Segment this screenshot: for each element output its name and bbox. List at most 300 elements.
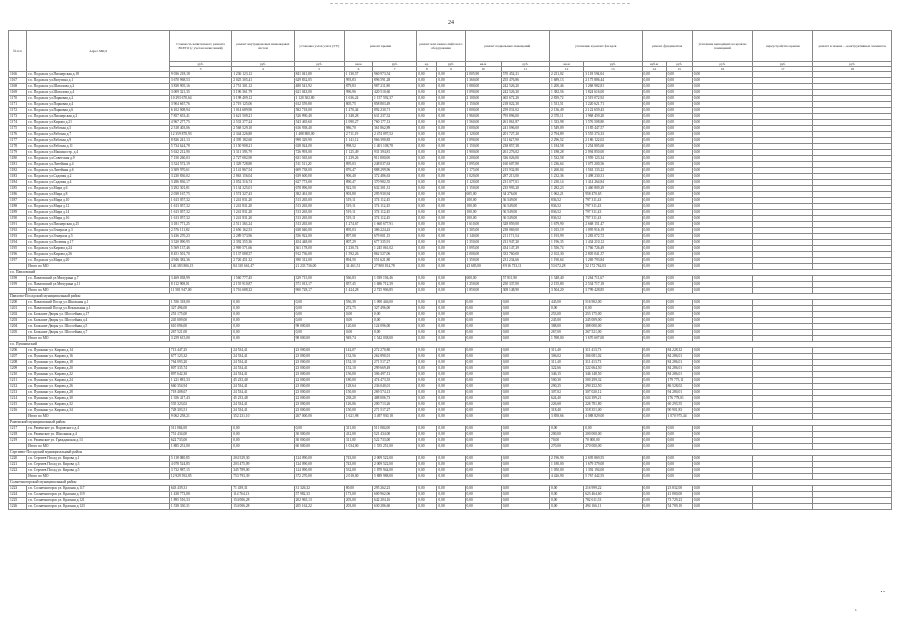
value-cell: 1 245 061,02 (373, 246, 417, 252)
value-cell: 1 260,04 (550, 168, 584, 174)
value-cell: 0,00 (666, 444, 692, 450)
value-cell: 311 413,73 (584, 360, 642, 366)
value-cell: 1 556,74 (550, 246, 584, 252)
value-cell: 70,00 (550, 438, 584, 444)
address-cell: г.п. Солнечногорск ул. Красная д.119 (27, 492, 170, 498)
value-cell: 1 241 831,20 (232, 204, 294, 210)
value-cell: 743,00 (344, 462, 372, 468)
value-cell: 0,00 (642, 72, 666, 78)
value-cell: 0,00 (501, 492, 549, 498)
value-cell: 203,00 (344, 504, 372, 510)
value-cell: 0,00 (642, 372, 666, 378)
value-cell: 0,00 (294, 306, 344, 312)
value-cell: 0,00 (692, 246, 752, 252)
value-cell: 624 399,21 (584, 396, 642, 402)
value-cell: 53 672,28 (550, 264, 584, 270)
value-cell: 642 204,16 (373, 498, 417, 504)
header-row (9, 31, 892, 62)
value-cell: 0,00 (692, 438, 752, 444)
row-index-cell: 1214 (9, 396, 27, 402)
value-cell: 513 265,00 (294, 210, 344, 216)
value-cell: 630 286,60 (373, 504, 417, 510)
value-cell: 0,00 (232, 300, 294, 306)
value-cell: 269 574,13 (373, 390, 417, 396)
value-cell: 345 789,00 (232, 468, 294, 474)
value-cell: 627 773,00 (294, 180, 344, 186)
value-cell: 639 600,00 (294, 174, 344, 180)
value-cell: 931 394,81 (373, 150, 417, 156)
address-cell: г.п. Пушкино ул. Кирова д.22 (27, 372, 170, 378)
value-cell: 0,00 (417, 174, 437, 180)
value-cell: 1 356 417,43 (169, 396, 231, 402)
value-cell: 45 233,48 (232, 396, 294, 402)
value-cell: 318,40 (550, 408, 584, 414)
value-cell: 0,00 (417, 90, 437, 96)
value-cell: 1 560 777,45 (232, 276, 294, 282)
value-cell: 226,68 (550, 402, 584, 408)
value-cell: 306,02 (550, 354, 584, 360)
value-cell: 3 555 374,33 (584, 132, 642, 138)
header-facade: утепление и ремонт фасадов (550, 31, 643, 62)
header-total-cost: Стоимость капитального ремонта ВСЕГО (с учетом начислений) (169, 31, 231, 62)
value-cell: 0,00 (501, 498, 549, 504)
value-cell: 0,00 (666, 288, 692, 294)
value-cell: 1 766 726,49 (584, 246, 642, 252)
value-cell: 0,00 (666, 264, 692, 270)
section-title: Сергиево-Посадский муниципальный район (9, 450, 892, 456)
value-cell: 897 642,30 (169, 372, 231, 378)
value-cell: 0,00 (417, 330, 437, 336)
value-cell: 0,00 (642, 330, 666, 336)
value-cell: 511 084,00 (169, 426, 231, 432)
value-cell: 203,00 (344, 498, 372, 504)
value-cell: 1 150,00 (465, 186, 501, 192)
value-cell: 2 136,49 (550, 108, 584, 114)
value-cell: 0,00 (642, 216, 666, 222)
value-cell: 0,00 (584, 306, 642, 312)
value-cell: 622 733,00 (169, 438, 231, 444)
value-cell: 0,00 (417, 504, 437, 510)
address-cell: г.п. Раменское ул. Гражданская д.13 (27, 438, 170, 444)
value-cell: 797 311,43 (584, 210, 642, 216)
value-cell: 0,00 (692, 228, 752, 234)
value-cell: 511 511,20 (294, 162, 344, 168)
value-cell: 0,00 (666, 72, 692, 78)
value-cell: 0,00 (465, 492, 501, 498)
row-index-cell: 1168 (9, 84, 27, 90)
value-cell: 1 563 133,22 (584, 168, 642, 174)
value-cell: 0,00 (437, 276, 465, 282)
value-cell: 3 497 930,18 (373, 414, 417, 420)
value-cell: 0,00 (642, 408, 666, 414)
value-cell: 0,00 (550, 504, 584, 510)
value-cell: 0,00 (417, 180, 437, 186)
value-cell: 0,00 (232, 324, 294, 330)
value-cell: 0,00 (692, 444, 752, 450)
value-cell: 0,00 (417, 246, 437, 252)
value-cell: 2 719 125,06 (232, 102, 294, 108)
value-cell: 0,00 (232, 312, 294, 318)
value-cell: 0,00 (465, 360, 501, 366)
value-cell: 267 521,00 (584, 330, 642, 336)
row-index-cell: 1169 (9, 90, 27, 96)
value-cell: 0,00 (417, 360, 437, 366)
row-index-cell: 1198 (9, 276, 27, 282)
value-cell: 998 329,90 (294, 138, 344, 144)
value-cell: 454 448,00 (294, 240, 344, 246)
value-cell: 1 333,98 (550, 120, 584, 126)
value-cell: 0,00 (373, 330, 417, 336)
value-cell: 1 598,00 (550, 336, 584, 342)
value-cell: 3 309 970,61 (169, 168, 231, 174)
value-cell: 434 147,29 (501, 246, 549, 252)
value-cell: 0,00 (642, 474, 666, 480)
value-cell: 519,11 (344, 204, 372, 210)
data-table (8, 30, 892, 510)
value-cell: 0,00 (666, 456, 692, 462)
row-index-cell: 1218 (9, 432, 27, 438)
row-index-cell: 1175 (9, 126, 27, 132)
value-cell: 0,00 (417, 210, 437, 216)
value-cell: 632 301,31 (373, 186, 417, 192)
value-cell: 3 838 905,16 (169, 84, 231, 90)
value-cell: 0,00 (437, 336, 465, 342)
value-cell: 660 354,94 (169, 384, 231, 390)
value-cell: 152,10 (344, 360, 372, 366)
value-cell: 0,00 (666, 312, 692, 318)
row-index-cell: 1192 (9, 228, 27, 234)
address-cell: г.о. Подольск ул.Кирова д.26 (27, 252, 170, 258)
value-cell: 382 461,00 (294, 192, 344, 198)
value-cell: 0,00 (692, 72, 752, 78)
value-cell: 0,00 (642, 324, 666, 330)
value-cell: 0,00 (465, 396, 501, 402)
value-cell: 0,00 (666, 462, 692, 468)
value-cell: 0,00 (344, 330, 372, 336)
address-cell: г.п. Большие Дворы ул. Шоссейная д.7 (27, 330, 170, 336)
value-cell: 0,00 (642, 396, 666, 402)
value-cell: 200 713,26 (373, 402, 417, 408)
value-cell: 888 299,96 (373, 168, 417, 174)
value-cell: 841 041,80 (294, 72, 344, 78)
value-cell: 551 621,80 (373, 258, 417, 264)
value-cell: 1 185 447,57 (584, 126, 642, 132)
value-cell: 0,00 (642, 312, 666, 318)
value-cell: 261 276,02 (501, 150, 549, 156)
value-cell: 0,00 (692, 156, 752, 162)
value-cell: 0,00 (501, 390, 549, 396)
value-cell: 713 447,25 (169, 348, 231, 354)
value-cell: 1 090 446,00 (373, 300, 417, 306)
value-cell: 84 286,01 (666, 354, 692, 360)
value-cell: 60 293,55 (666, 402, 692, 408)
value-cell: 2 805 041,37 (584, 252, 642, 258)
repair-program-table (8, 30, 892, 510)
value-cell: 0,00 (692, 84, 752, 90)
value-cell: 0,00 (692, 222, 752, 228)
value-cell: 600 962,06 (373, 492, 417, 498)
value-cell: 0,00 (642, 504, 666, 510)
value-cell: 327 496,00 (169, 306, 231, 312)
value-cell: 0,00 (692, 150, 752, 156)
value-cell: 0,00 (417, 288, 437, 294)
value-cell: 361 862,89 (373, 126, 417, 132)
value-cell: 0,00 (437, 234, 465, 240)
value-cell: 6 102 008,94 (169, 108, 231, 114)
value-cell: 1 241 831,20 (232, 210, 294, 216)
value-cell: 23 000,00 (294, 384, 344, 390)
value-cell: 0,00 (666, 306, 692, 312)
value-cell: 2 102,30 (550, 252, 584, 258)
value-cell: 0,00 (642, 426, 666, 432)
value-cell: 311,40 (550, 360, 584, 366)
value-cell: 0,00 (437, 360, 465, 366)
value-cell: 0,00 (501, 384, 549, 390)
value-cell: 1 180,00 (550, 462, 584, 468)
value-cell: 0,00 (666, 474, 692, 480)
value-cell: 0,00 (294, 300, 344, 306)
row-index-cell: 1226 (9, 504, 27, 510)
value-cell: 267 000,00 (294, 414, 344, 420)
value-cell: 0,00 (692, 492, 752, 498)
value-cell: 0,00 (501, 462, 549, 468)
address-cell: г.п. Большие Дворы ул. Шоссейная д.5 (27, 324, 170, 330)
value-cell: 3 732 987,15 (169, 468, 231, 474)
address-cell: г.п. Пушкино ул. Кирова д.34 (27, 408, 170, 414)
value-cell: 3 009 321,35 (169, 90, 231, 96)
value-cell: 0,00 (642, 126, 666, 132)
unit-cell: руб. (373, 62, 417, 67)
value-cell: 3 181 771,25 (169, 222, 231, 228)
column-number-cell: 17 (753, 67, 813, 72)
value-cell: 623 464,60 (584, 492, 642, 498)
value-cell: 805,75 (344, 102, 372, 108)
value-cell: 2 094 850,00 (584, 150, 642, 156)
value-cell: 0,00 (417, 126, 437, 132)
value-cell: 0,00 (417, 426, 437, 432)
address-cell: г.п. Сергиев Посад ул. Кирова д.5 (27, 468, 170, 474)
value-cell: 0,00 (642, 132, 666, 138)
value-cell: 154 006,28 (232, 504, 294, 510)
value-cell: 5 632 212,90 (169, 150, 231, 156)
value-cell: 0,00 (465, 312, 501, 318)
value-cell: 0,00 (642, 162, 666, 168)
row-index-cell: 1185 (9, 186, 27, 192)
value-cell: 0,00 (642, 360, 666, 366)
value-cell: 0,00 (465, 408, 501, 414)
value-cell: 5 767 442,55 (584, 474, 642, 480)
value-cell: 807 335,74 (169, 366, 231, 372)
row-index-cell: 1223 (9, 486, 27, 492)
value-cell: 677 123,32 (169, 354, 231, 360)
value-cell: 242 526,20 (501, 84, 549, 90)
row-index-cell: 1186 (9, 192, 27, 198)
address-cell: Итого по МО (27, 264, 170, 270)
row-index-cell: 1173 (9, 114, 27, 120)
value-cell: 1 424,28 (344, 288, 372, 294)
value-cell: 1 157 592,37 (373, 96, 417, 102)
value-cell: 0,00 (417, 324, 437, 330)
value-cell: 0,00 (501, 324, 549, 330)
value-cell: 1 039 194,46 (373, 276, 417, 282)
value-cell: 2 695 869,55 (584, 456, 642, 462)
value-cell: 0,00 (642, 402, 666, 408)
value-cell: 1 885 251,00 (169, 444, 231, 450)
value-cell: 124 090,00 (294, 468, 344, 474)
value-cell: 261 861,87 (501, 120, 549, 126)
value-cell: 253,00 (550, 312, 584, 318)
value-cell: 0,00 (465, 300, 501, 306)
row-index-cell: 1204 (9, 324, 27, 330)
value-cell: 23 832,00 (666, 486, 692, 492)
value-cell: 60 000,00 (294, 444, 344, 450)
value-cell: 262 890,01 (373, 354, 417, 360)
scan-top-edge (330, 0, 630, 4)
column-number-cell: 7 (373, 67, 417, 72)
value-cell: 0,00 (232, 330, 294, 336)
value-cell: 570 452,21 (501, 72, 549, 78)
value-cell: 84 228,32 (666, 348, 692, 354)
value-cell: 0,00 (417, 258, 437, 264)
value-cell: 0,00 (692, 366, 752, 372)
value-cell: 4 426,90 (550, 474, 584, 480)
value-cell: 0,00 (642, 432, 666, 438)
value-cell: 500 299,32 (584, 378, 642, 384)
value-cell: 318 351,00 (584, 408, 642, 414)
value-cell: 0,00 (437, 456, 465, 462)
value-cell: 0,00 (642, 90, 666, 96)
table-body (9, 72, 892, 510)
value-cell: 0,00 (437, 288, 465, 294)
value-cell: 290,25 (550, 384, 584, 390)
value-cell: 329 715,00 (294, 276, 344, 282)
address-cell: г.о. Павловский ул.Мичурина д.7 (27, 276, 170, 282)
value-cell: 0,00 (666, 438, 692, 444)
value-cell: 41 800,00 (666, 492, 692, 498)
value-cell: 0,00 (692, 498, 752, 504)
value-cell: 24 534,41 (232, 348, 294, 354)
value-cell: 0,00 (692, 258, 752, 264)
value-cell: 0,00 (666, 102, 692, 108)
address-cell: г.о. Подольск ул.Литейная д.4 (27, 162, 170, 168)
value-cell: 70 000,00 (584, 438, 642, 444)
unit-cell: руб. (294, 62, 344, 67)
value-cell: 100,00 (465, 204, 501, 210)
unit-cell: ед. (417, 62, 437, 67)
address-cell: г.п. Большие Дворы ул. Шоссейная д.4 (27, 318, 170, 324)
value-cell: 0,00 (232, 306, 294, 312)
value-cell: 521 434,00 (373, 432, 417, 438)
value-cell: 1 348,40 (550, 276, 584, 282)
value-cell: 0,00 (417, 456, 437, 462)
value-cell: 0,00 (437, 306, 465, 312)
value-cell: 0,00 (666, 204, 692, 210)
value-cell: 299 669,49 (373, 366, 417, 372)
value-cell: 12 929 592,85 (169, 474, 231, 480)
value-cell: 0,00 (692, 210, 752, 216)
value-cell: 4 946 382,36 (169, 258, 231, 264)
value-cell: 1 090,27 (344, 120, 372, 126)
value-cell: 0,00 (437, 144, 465, 150)
value-cell: 271 517,27 (373, 360, 417, 366)
value-cell: 1 414 264,84 (584, 180, 642, 186)
section-title: г.о. Павловский (9, 270, 892, 276)
header-index: № п/п (9, 31, 27, 72)
value-cell: 0,00 (465, 504, 501, 510)
value-cell: 1 538 330,31 (169, 504, 231, 510)
value-cell: 903,80 (344, 192, 372, 198)
value-cell: 0,00 (294, 330, 344, 336)
row-index-cell: 1208 (9, 360, 27, 366)
value-cell: 2 052 316,74 (232, 180, 294, 186)
value-cell: 114 764,13 (232, 492, 294, 498)
value-cell: 1 050,00 (550, 468, 584, 474)
value-cell: 0,00 (465, 348, 501, 354)
value-cell: 582 718,00 (294, 108, 344, 114)
value-cell: 0,00 (232, 444, 294, 450)
value-cell: 2 009 522,00 (373, 456, 417, 462)
value-cell: 526 990,40 (294, 114, 344, 120)
value-cell: 966 390,85 (373, 138, 417, 144)
address-cell: г.п. Пушкино ул. Кирова д.20 (27, 366, 170, 372)
value-cell: 388 000,00 (584, 324, 642, 330)
row-index-cell: 1180 (9, 156, 27, 162)
value-cell: 0,00 (666, 96, 692, 102)
value-cell: 259 031,02 (501, 108, 549, 114)
value-cell: 0,00 (232, 426, 294, 432)
value-cell: 0,00 (501, 360, 549, 366)
value-cell: 760 177,13 (373, 120, 417, 126)
value-cell: 142,07 (344, 348, 372, 354)
value-cell: 0,00 (692, 348, 752, 354)
value-cell: 678 096,00 (294, 186, 344, 192)
value-cell: 1 250,00 (465, 282, 501, 288)
value-cell: 412,00 (344, 432, 372, 438)
value-cell: 84 286,01 (666, 360, 692, 366)
value-cell: 0,00 (642, 336, 666, 342)
value-cell: 0,00 (692, 204, 752, 210)
value-cell: 306 081,02 (584, 354, 642, 360)
unit-cell: куб.м (642, 62, 666, 67)
value-cell: 726 993,00 (294, 150, 344, 156)
row-index-cell: 1210 (9, 372, 27, 378)
value-cell: 0,00 (501, 396, 549, 402)
row-index-cell: 1215 (9, 402, 27, 408)
value-cell: 154 006,28 (232, 498, 294, 504)
value-cell: 0,00 (642, 168, 666, 174)
value-cell: 465 672,20 (501, 96, 549, 102)
value-cell: 0,00 (501, 348, 549, 354)
value-cell: 0,00 (373, 318, 417, 324)
unit-cell: руб. (169, 62, 231, 67)
value-cell (753, 504, 813, 510)
value-cell: 0,00 (642, 228, 666, 234)
address-cell: г.о. Подольск ул.Парковая д.4 (27, 102, 170, 108)
value-cell: 1 531,51 (550, 102, 584, 108)
value-cell: 0,00 (437, 504, 465, 510)
address-cell: г.о. Подольск ул.Мира д.16 (27, 216, 170, 222)
value-cell: 0,00 (437, 252, 465, 258)
value-cell: 0,00 (692, 180, 752, 186)
value-cell: 797 311,43 (584, 216, 642, 222)
value-cell: 0,00 (666, 114, 692, 120)
value-cell: 245,00 (550, 318, 584, 324)
address-cell: г.о. Подольск ул.Мира д.20 (27, 258, 170, 264)
value-cell: 0,00 (232, 438, 294, 444)
value-cell: 45 233,48 (232, 378, 294, 384)
value-cell: 9 062 258,21 (169, 414, 231, 420)
value-cell: 0,00 (642, 96, 666, 102)
